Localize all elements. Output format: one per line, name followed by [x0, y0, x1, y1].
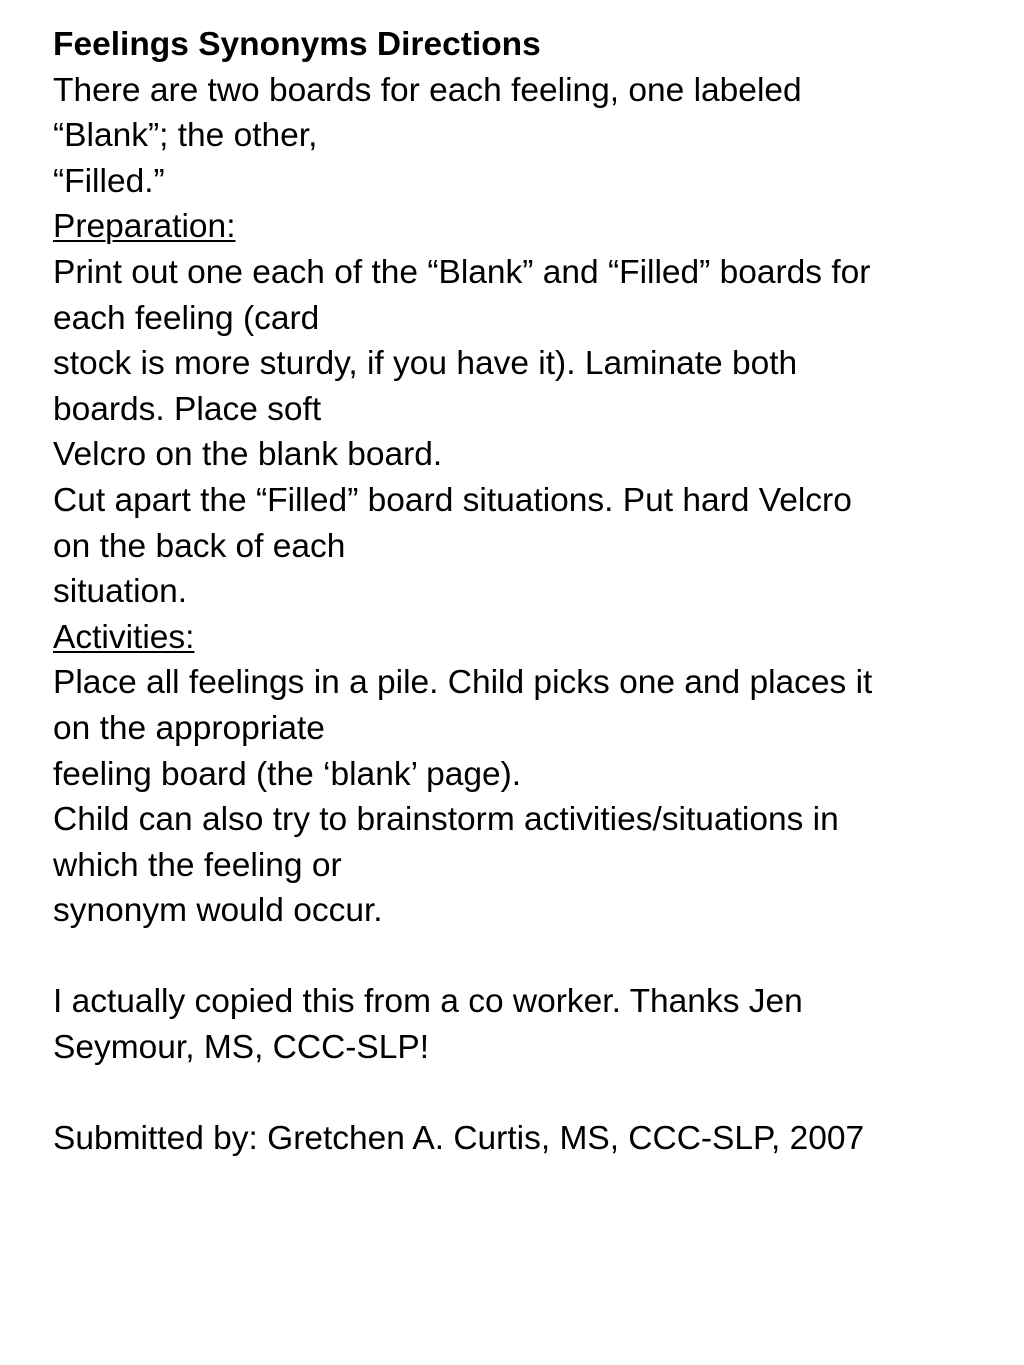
activities-section [53, 660, 1003, 934]
preparation-line: on the back of each [53, 527, 346, 565]
preparation-line: stock is more sturdy, if you have it). Laminate both [53, 345, 798, 383]
preparation-heading: Preparation: [53, 208, 236, 246]
intro-line: “Filled.” [53, 162, 165, 200]
preparation-line: each feeling (card [53, 299, 320, 337]
activities-line: feeling board (the ‘blank’ page). [53, 755, 522, 793]
preparation-section [53, 250, 1003, 615]
submitted-by: Submitted by: Gretchen A. Curtis, MS, CCC-SLP, 2007 [53, 1120, 865, 1158]
preparation-line: Print out one each of the “Blank” and “Filled” boards for [53, 253, 871, 291]
preparation-line: situation. [53, 573, 188, 611]
preparation-line: Cut apart the “Filled” board situations. Put hard Velcro [53, 481, 852, 519]
directions-document [53, 22, 1003, 1162]
credit-line: Seymour, MS, CCC-SLP! [53, 1029, 430, 1067]
activities-line: which the feeling or [53, 846, 342, 884]
intro-line: “Blank”; the other, [53, 117, 318, 155]
spacer [53, 1071, 1003, 1117]
credit-paragraph [53, 979, 1003, 1070]
activities-heading: Activities: [53, 618, 195, 656]
document-title: Feelings Synonyms Directions [53, 26, 541, 63]
activities-line: Child can also try to brainstorm activities/situations in [53, 801, 839, 839]
preparation-line: boards. Place soft [53, 390, 322, 428]
preparation-line: Velcro on the blank board. [53, 436, 443, 474]
activities-line: on the appropriate [53, 709, 325, 747]
spacer [53, 934, 1003, 980]
credit-line: I actually copied this from a co worker. Thanks Jen [53, 983, 803, 1021]
intro-line: There are two boards for each feeling, one labeled [53, 71, 802, 109]
intro-paragraph [53, 68, 1003, 205]
activities-line: synonym would occur. [53, 892, 383, 930]
activities-line: Place all feelings in a pile. Child picks one and places it [53, 664, 873, 702]
